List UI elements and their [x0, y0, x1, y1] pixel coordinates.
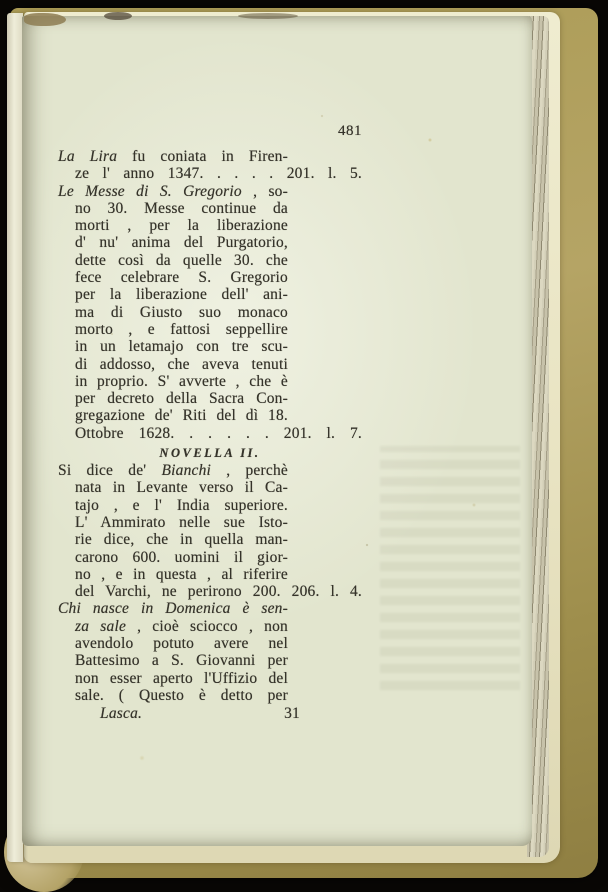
text-line: [75, 252, 288, 269]
verso-show-through: [380, 446, 520, 690]
text-segment: fece celebrare S. Gregorio: [75, 269, 288, 287]
text-segment: , cioè sciocco , non: [126, 617, 288, 635]
text-line: [75, 390, 288, 407]
text-segment: no 30. Messe continue da: [75, 199, 288, 217]
text-segment: carono 600. uomini il gior-: [75, 548, 288, 566]
text-segment: di addosso, che aveva tenuti: [75, 355, 288, 373]
text-segment: per la liberazione dell' ani-: [75, 286, 288, 304]
text-line: [58, 462, 288, 479]
text-segment: morto , e fattosi seppellire: [75, 320, 288, 338]
text-line: [75, 549, 288, 566]
text-segment: in proprio. S' avverte , che è: [75, 372, 288, 390]
text-line: [75, 338, 288, 355]
entries-before-heading: [58, 148, 362, 442]
text-segment: Battesimo a S. Giovanni per: [75, 652, 288, 670]
text-segment: Chi nasce in Domenica è sen-: [58, 600, 288, 618]
text-line: [75, 497, 288, 514]
text-segment: dette così da quelle 30. che: [75, 251, 288, 269]
text-segment: d' nu' anima del Purgatorio,: [75, 234, 288, 252]
text-line: [75, 304, 288, 321]
text-segment: sale. ( Questo è detto per: [75, 686, 288, 704]
text-line: [75, 373, 288, 390]
text-segment: , perchè: [211, 462, 288, 480]
text-line: [75, 234, 288, 251]
text-segment: L' Ammirato nelle sue Isto-: [75, 513, 288, 531]
text-line: [75, 356, 288, 373]
text-line: [75, 286, 288, 303]
section-heading: NOVELLA II.: [159, 446, 261, 461]
text-segment: ma di Giusto suo monaco: [75, 303, 288, 321]
paper-tear: [24, 13, 66, 26]
text-segment: Ottobre 1628. . . . . . 201. l. 7.: [75, 424, 362, 442]
text-segment: per decreto della Sacra Con-: [75, 390, 288, 408]
text-line: [75, 407, 288, 424]
footer-line: [100, 705, 300, 722]
text-segment: morti , per la liberazione: [75, 217, 288, 235]
text-segment: za sale: [75, 617, 127, 635]
gutter-page-sliver: [7, 13, 23, 862]
text-line: [75, 514, 288, 531]
text-line: [75, 635, 288, 652]
text-line: [75, 425, 362, 442]
text-segment: fu coniata in Firen-: [117, 148, 288, 165]
book-page: [22, 16, 532, 846]
text-line: [75, 165, 362, 182]
text-segment: del Varchi, ne perirono 200. 206. l. 4.: [75, 583, 362, 601]
text-segment: ze l' anno 1347. . . . . 201. l. 5.: [75, 165, 362, 183]
text-segment: La Lira: [58, 148, 118, 165]
text-line: [75, 479, 288, 496]
text-line: [75, 269, 288, 286]
text-line: [75, 217, 288, 234]
text-line: [75, 652, 288, 669]
paper-tear: [238, 13, 298, 19]
text-line: [58, 183, 288, 200]
text-line: [75, 200, 288, 217]
text-segment: Le Messe di S. Gregorio: [58, 182, 242, 200]
text-segment: , so-: [241, 182, 288, 200]
text-line: [58, 148, 288, 165]
text-segment: no , e in questa , al riferire: [75, 565, 288, 583]
text-segment: tajo , e l' India superiore.: [75, 496, 288, 514]
text-line: [75, 566, 288, 583]
text-line: [75, 618, 288, 635]
text-line: [75, 670, 288, 687]
text-segment: gregazione de' Riti del dì 18.: [75, 407, 288, 425]
text-segment: avendolo potuto avere nel: [75, 635, 288, 653]
paper-tear: [104, 12, 132, 20]
text-segment: Si dice de': [58, 462, 162, 480]
text-segment: nata in Levante verso il Ca-: [75, 479, 288, 497]
text-line: [75, 583, 362, 600]
text-line: [75, 321, 288, 338]
catchword: Lasca.: [100, 705, 143, 723]
text-segment: rie dice, che in quella man-: [75, 531, 288, 549]
text-segment: in un letamajo con tre scu-: [75, 338, 288, 356]
text-segment: non esser aperto l'Uffizio del: [75, 669, 288, 687]
text-block: [58, 148, 362, 723]
text-line: [75, 687, 288, 704]
page-number: 481: [338, 123, 362, 139]
entries-after-heading: [58, 462, 362, 704]
text-segment: Bianchi: [161, 462, 212, 480]
text-line: [75, 531, 288, 548]
text-line: [58, 600, 288, 617]
signature-mark: 31: [284, 705, 300, 723]
